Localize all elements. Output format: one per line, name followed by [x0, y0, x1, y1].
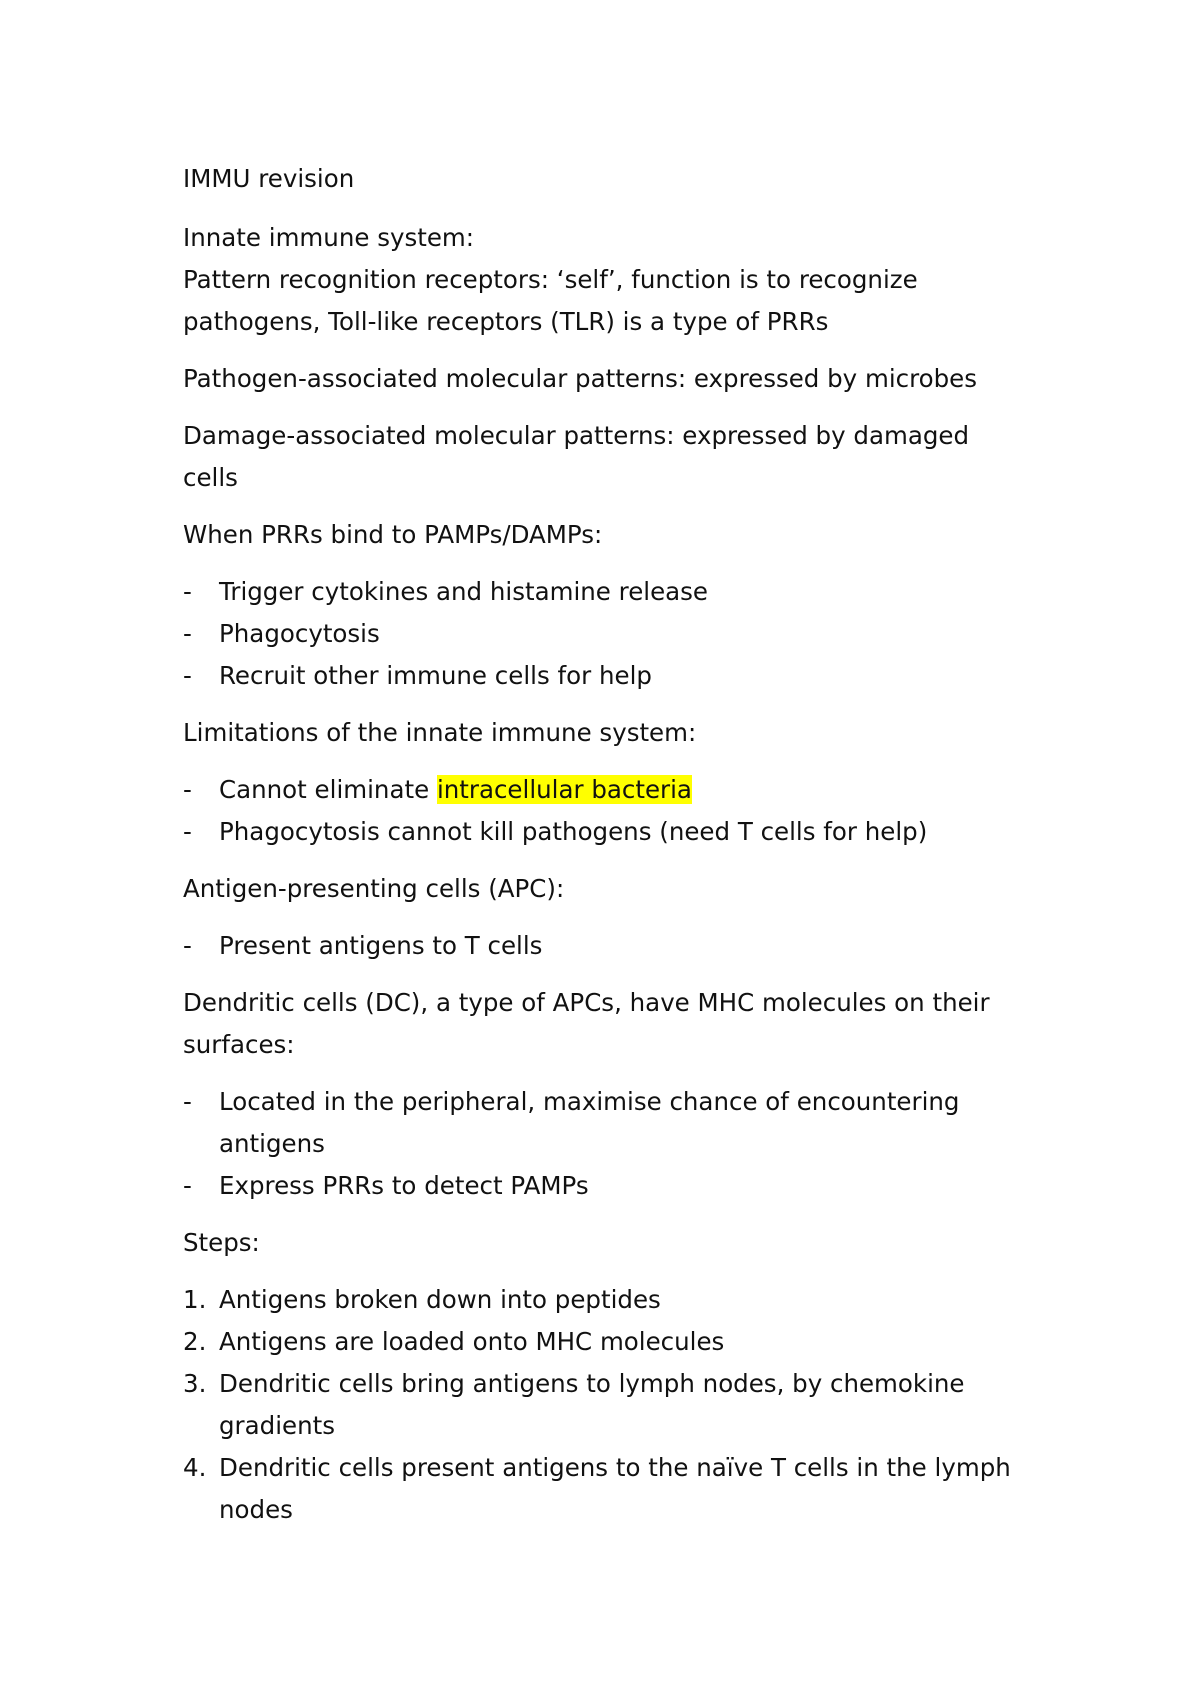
list-item	[183, 1363, 1023, 1447]
steps-list	[183, 1279, 1023, 1531]
list-item-text: Present antigens to T cells	[219, 931, 543, 960]
list-item	[183, 811, 1023, 853]
list-item	[183, 571, 1023, 613]
highlighted-text: intracellular bacteria	[436, 775, 692, 804]
dash-marker: -	[183, 619, 192, 648]
list-item-text: Located in the peripheral, maximise chance of encountering antigens	[219, 1087, 960, 1158]
list-item	[183, 1279, 1023, 1321]
limits-heading: Limitations of the innate immune system:	[183, 718, 697, 747]
list-item-text: Dendritic cells present antigens to the naïve T cells in the lymph nodes	[219, 1453, 1011, 1524]
step-number: 4.	[183, 1453, 207, 1482]
list-item-text: Antigens are loaded onto MHC molecules	[219, 1327, 725, 1356]
dc-list	[183, 1081, 1023, 1207]
list-item-text: Dendritic cells bring antigens to lymph nodes, by chemokine gradients	[219, 1369, 965, 1440]
list-item	[183, 769, 1023, 811]
dash-marker: -	[183, 931, 192, 960]
step-number: 3.	[183, 1369, 207, 1398]
steps-heading: Steps:	[183, 1228, 260, 1257]
document-title: IMMU revision	[183, 164, 355, 193]
dash-marker: -	[183, 577, 192, 606]
dash-marker: -	[183, 775, 192, 804]
prr-paragraph: Pattern recognition receptors: ‘self’, function is to recognize pathogens, Toll-like receptors (TLR) is a type of PRRs	[183, 265, 918, 336]
list-item-text: Antigens broken down into peptides	[219, 1285, 661, 1314]
list-item-text: Phagocytosis	[219, 619, 380, 648]
dash-marker: -	[183, 1171, 192, 1200]
list-item	[183, 1321, 1023, 1363]
list-item	[183, 1165, 1023, 1207]
limits-list	[183, 769, 1023, 853]
damp-paragraph: Damage-associated molecular patterns: expressed by damaged cells	[183, 421, 970, 492]
dc-heading: Dendritic cells (DC), a type of APCs, have MHC molecules on their surfaces:	[183, 988, 990, 1059]
list-item	[183, 925, 1023, 967]
list-item	[183, 1447, 1023, 1531]
pamp-paragraph: Pathogen-associated molecular patterns: expressed by microbes	[183, 364, 978, 393]
apc-list	[183, 925, 1023, 967]
step-number: 2.	[183, 1327, 207, 1356]
innate-heading: Innate immune system:	[183, 223, 475, 252]
list-item-text: Recruit other immune cells for help	[219, 661, 652, 690]
apc-heading: Antigen-presenting cells (APC):	[183, 874, 565, 903]
bind-heading: When PRRs bind to PAMPs/DAMPs:	[183, 520, 603, 549]
document-page	[183, 158, 1023, 1546]
list-item	[183, 613, 1023, 655]
dash-marker: -	[183, 661, 192, 690]
dash-marker: -	[183, 1087, 192, 1116]
list-item	[183, 655, 1023, 697]
bind-list	[183, 571, 1023, 697]
list-item-text: Trigger cytokines and histamine release	[219, 577, 708, 606]
step-number: 1.	[183, 1285, 207, 1314]
list-item-text: Express PRRs to detect PAMPs	[219, 1171, 589, 1200]
dash-marker: -	[183, 817, 192, 846]
list-item	[183, 1081, 1023, 1165]
list-item-text: Phagocytosis cannot kill pathogens (need T cells for help)	[219, 817, 928, 846]
list-item-text: Cannot eliminate	[219, 775, 437, 804]
